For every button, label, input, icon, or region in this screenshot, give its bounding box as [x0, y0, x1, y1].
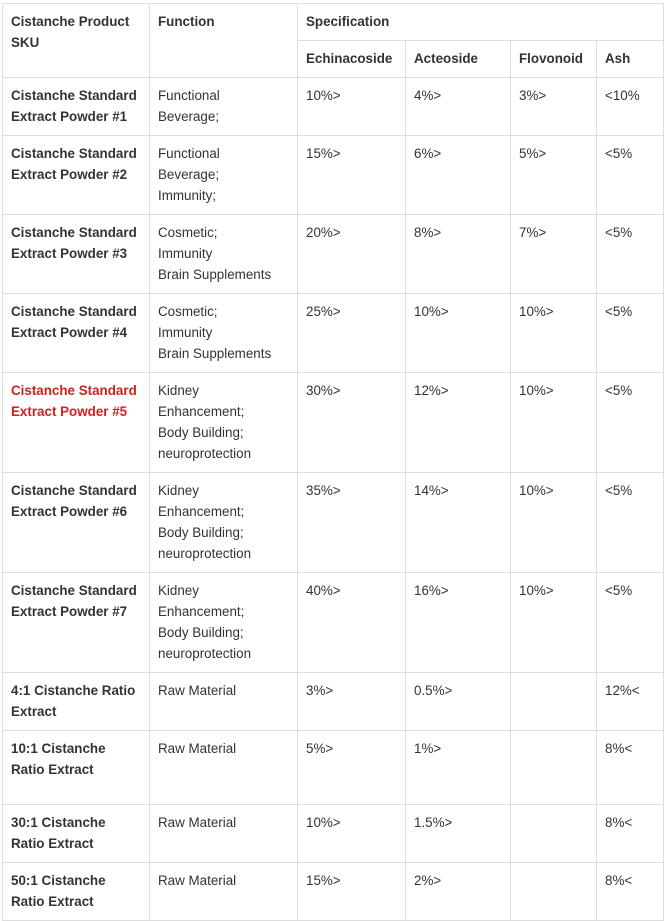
ash-cell: 12%<: [597, 673, 664, 731]
echinacoside-cell: 10%>: [298, 78, 406, 136]
acteoside-cell: 8%>: [406, 215, 511, 294]
function-line: Raw Material: [158, 741, 237, 756]
table-row: [3, 573, 664, 673]
header-specification: Specification: [298, 4, 664, 41]
acteoside-cell: 16%>: [406, 573, 511, 673]
flovonoid-cell: 3%>: [511, 78, 597, 136]
acteoside-cell: 12%>: [406, 373, 511, 473]
function-cell: [150, 136, 298, 215]
ash-cell: <5%: [597, 473, 664, 573]
acteoside-cell: 14%>: [406, 473, 511, 573]
function-line: neuroprotection: [158, 446, 252, 461]
function-line: Kidney: [158, 483, 199, 498]
sku-cell: 4:1 Cistanche Ratio Extract: [3, 673, 150, 731]
echinacoside-cell: 30%>: [298, 373, 406, 473]
function-line: Body Building;: [158, 425, 244, 440]
sku-cell: 50:1 Cistanche Ratio Extract: [3, 863, 150, 921]
function-line: neuroprotection: [158, 646, 252, 661]
function-line: Cosmetic;: [158, 304, 218, 319]
function-line: Functional: [158, 88, 220, 103]
sku-cell: Cistanche Standard Extract Powder #1: [3, 78, 150, 136]
ash-cell: 8%<: [597, 863, 664, 921]
function-cell: [150, 863, 298, 921]
function-line: Body Building;: [158, 625, 244, 640]
function-line: Immunity: [158, 325, 213, 340]
flovonoid-cell: 10%>: [511, 573, 597, 673]
function-line: Enhancement;: [158, 504, 245, 519]
flovonoid-cell: 5%>: [511, 136, 597, 215]
sku-cell: Cistanche Standard Extract Powder #3: [3, 215, 150, 294]
function-line: Beverage;: [158, 167, 220, 182]
echinacoside-cell: 15%>: [298, 863, 406, 921]
table-row: [3, 294, 664, 373]
ash-cell: <5%: [597, 373, 664, 473]
function-line: neuroprotection: [158, 546, 252, 561]
flovonoid-cell: 7%>: [511, 215, 597, 294]
acteoside-cell: 4%>: [406, 78, 511, 136]
function-line: Immunity;: [158, 188, 217, 203]
echinacoside-cell: 25%>: [298, 294, 406, 373]
table-header: [3, 4, 664, 78]
flovonoid-cell: 10%>: [511, 373, 597, 473]
ash-cell: <5%: [597, 215, 664, 294]
echinacoside-cell: 15%>: [298, 136, 406, 215]
function-line: Raw Material: [158, 683, 237, 698]
function-cell: [150, 673, 298, 731]
ash-cell: <5%: [597, 294, 664, 373]
acteoside-cell: 0.5%>: [406, 673, 511, 731]
table-row: [3, 473, 664, 573]
function-line: Immunity: [158, 246, 213, 261]
acteoside-cell: 10%>: [406, 294, 511, 373]
table-row: [3, 215, 664, 294]
flovonoid-cell: 10%>: [511, 473, 597, 573]
acteoside-cell: 2%>: [406, 863, 511, 921]
function-line: Enhancement;: [158, 404, 245, 419]
echinacoside-cell: 3%>: [298, 673, 406, 731]
function-line: Brain Supplements: [158, 267, 272, 282]
flovonoid-cell: [511, 673, 597, 731]
acteoside-cell: 1.5%>: [406, 805, 511, 863]
sku-cell: 30:1 Cistanche Ratio Extract: [3, 805, 150, 863]
echinacoside-cell: 40%>: [298, 573, 406, 673]
table-row: [3, 805, 664, 863]
sku-cell: Cistanche Standard Extract Powder #6: [3, 473, 150, 573]
header-ash: Ash: [597, 41, 664, 78]
function-cell: [150, 731, 298, 805]
function-cell: [150, 573, 298, 673]
ash-cell: 8%<: [597, 805, 664, 863]
flovonoid-cell: [511, 863, 597, 921]
header-flovonoid: Flovonoid: [511, 41, 597, 78]
acteoside-cell: 6%>: [406, 136, 511, 215]
sku-cell: 10:1 Cistanche Ratio Extract: [3, 731, 150, 805]
echinacoside-cell: 35%>: [298, 473, 406, 573]
function-line: Brain Supplements: [158, 346, 272, 361]
function-line: Enhancement;: [158, 604, 245, 619]
header-echinacoside: Echinacoside: [298, 41, 406, 78]
function-line: Raw Material: [158, 873, 237, 888]
sku-cell: Cistanche Standard Extract Powder #2: [3, 136, 150, 215]
function-line: Body Building;: [158, 525, 244, 540]
table-row: [3, 863, 664, 921]
function-cell: [150, 373, 298, 473]
table-row: [3, 78, 664, 136]
flovonoid-cell: [511, 805, 597, 863]
table-row: [3, 731, 664, 805]
ash-cell: <5%: [597, 573, 664, 673]
function-line: Kidney: [158, 583, 199, 598]
header-function: Function: [150, 4, 298, 78]
table-row: [3, 373, 664, 473]
sku-cell: Cistanche Standard Extract Powder #7: [3, 573, 150, 673]
function-cell: [150, 78, 298, 136]
sku-cell: Cistanche Standard Extract Powder #5: [3, 373, 150, 473]
function-line: Functional: [158, 146, 220, 161]
ash-cell: <5%: [597, 136, 664, 215]
function-cell: [150, 473, 298, 573]
table-row: [3, 136, 664, 215]
ash-cell: 8%<: [597, 731, 664, 805]
flovonoid-cell: 10%>: [511, 294, 597, 373]
sku-cell: Cistanche Standard Extract Powder #4: [3, 294, 150, 373]
function-cell: [150, 805, 298, 863]
function-line: Kidney: [158, 383, 199, 398]
echinacoside-cell: 10%>: [298, 805, 406, 863]
function-cell: [150, 294, 298, 373]
function-cell: [150, 215, 298, 294]
header-sku: Cistanche Product SKU: [3, 4, 150, 78]
echinacoside-cell: 20%>: [298, 215, 406, 294]
specification-table: [2, 3, 664, 921]
function-line: Cosmetic;: [158, 225, 218, 240]
function-line: Beverage;: [158, 109, 220, 124]
ash-cell: <10%: [597, 78, 664, 136]
header-acteoside: Acteoside: [406, 41, 511, 78]
table-body: [3, 78, 664, 921]
flovonoid-cell: [511, 731, 597, 805]
acteoside-cell: 1%>: [406, 731, 511, 805]
table-row: [3, 673, 664, 731]
echinacoside-cell: 5%>: [298, 731, 406, 805]
function-line: Raw Material: [158, 815, 237, 830]
